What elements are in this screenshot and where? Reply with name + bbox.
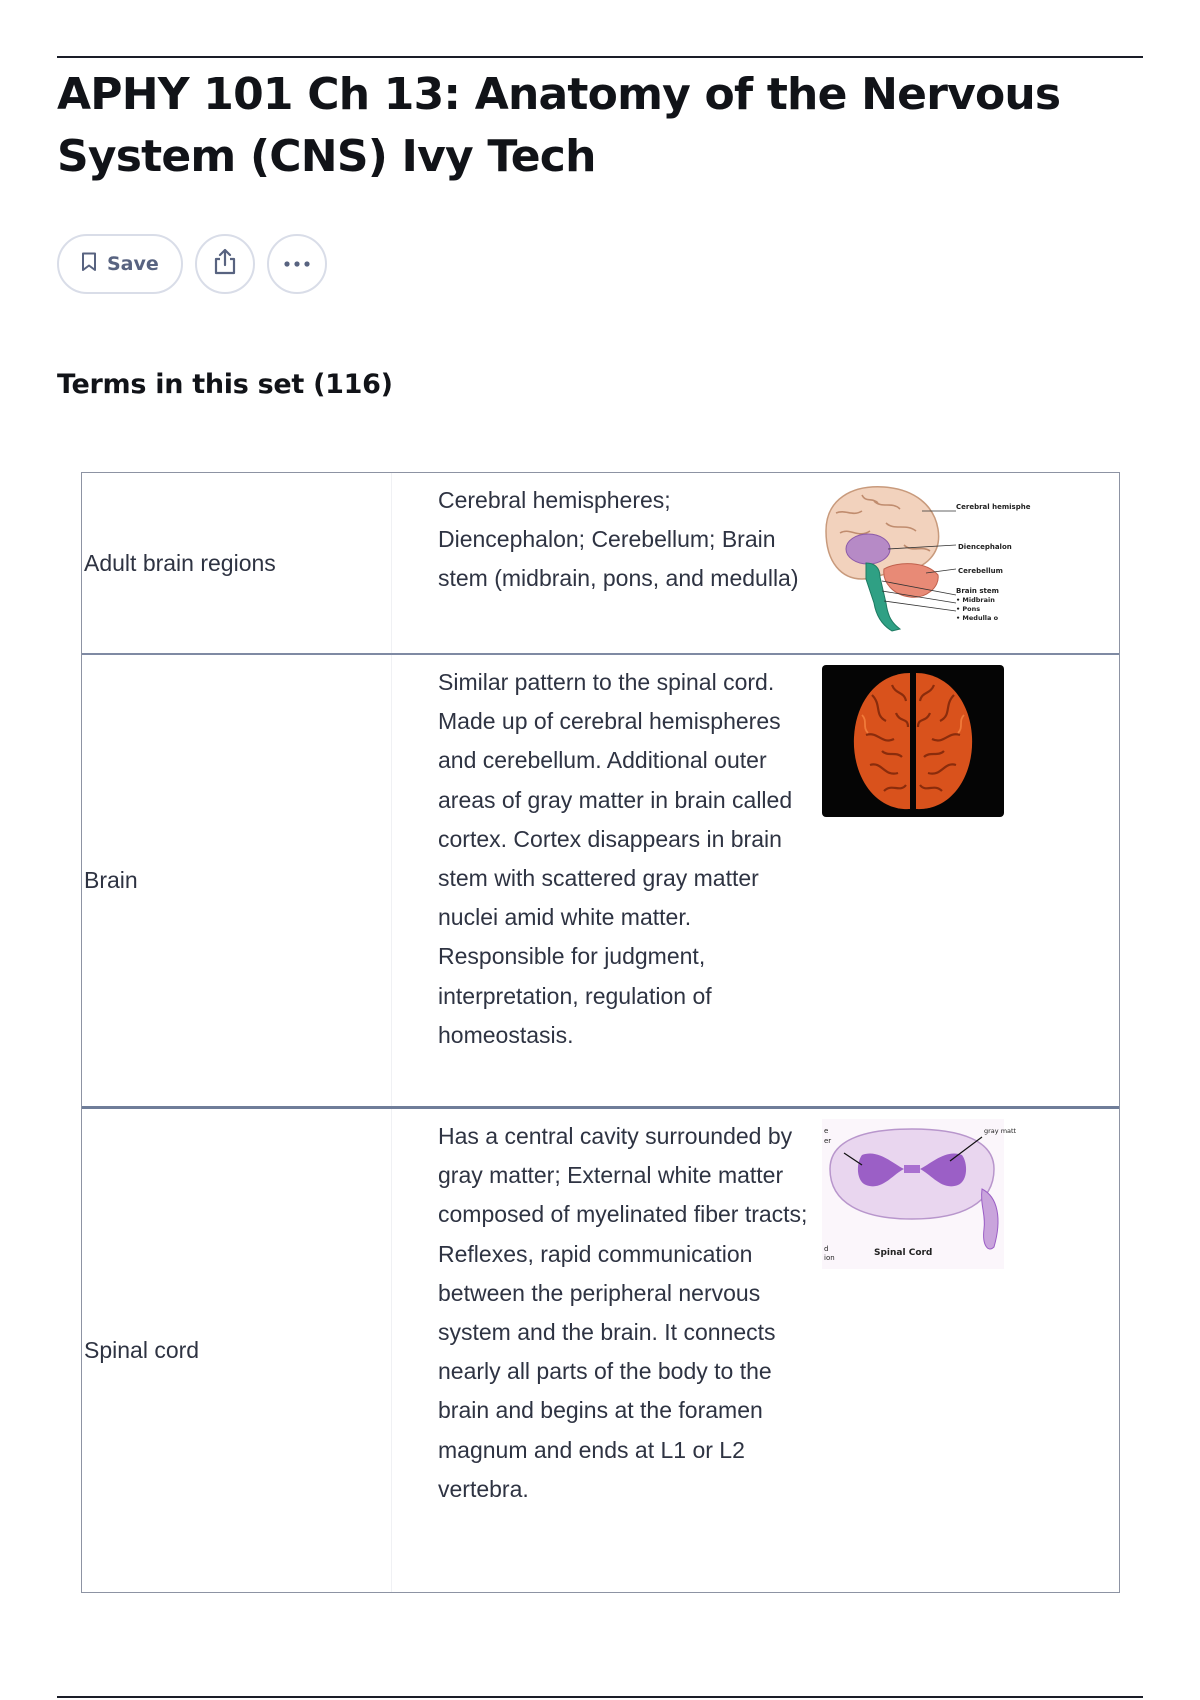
terms-table: [81, 472, 1120, 1593]
bottom-divider: [57, 1696, 1143, 1698]
top-divider: [57, 56, 1143, 58]
term-image-cell: [822, 473, 1119, 653]
action-bar: [57, 234, 327, 294]
definition-text: Similar pattern to the spinal cord. Made up of cerebral hemispheres and cerebellum. Additional outer areas of gray matter in brain called cortex. Cortex disappears in brain stem with scattered gray matter nuclei amid white matter. Responsible for judgment, interpretation, regulation of homeostasis.: [438, 669, 793, 1048]
brain-regions-diagram: [822, 483, 1031, 633]
bookmark-icon: [81, 252, 97, 277]
label-edge-top-1: e: [824, 1127, 829, 1135]
save-button[interactable]: [57, 234, 183, 294]
term-text: Adult brain regions: [82, 473, 392, 653]
share-button[interactable]: [195, 234, 255, 294]
term-image-cell: [822, 1109, 1119, 1592]
label-midbrain: • Midbrain: [956, 596, 995, 604]
definition-text: Cerebral hemispheres; Diencephalon; Cerebellum; Brain stem (midbrain, pons, and medulla): [438, 487, 799, 592]
more-options-button[interactable]: [267, 234, 327, 294]
term-row: [82, 1106, 1119, 1592]
term-row: [82, 653, 1119, 1106]
terms-heading: Terms in this set (116): [57, 369, 393, 400]
definition-text: Has a central cavity surrounded by gray matter; External white matter composed of myelinated fiber tracts; Reflexes, rapid communication between the peripheral nervous system and the brain. It connects nearly all parts of the body to the brain and begins at the foramen magnum and ends at L1 or L2 vertebra.: [438, 1123, 808, 1502]
label-edge-top-2: er: [824, 1137, 832, 1145]
label-medulla: • Medulla o: [956, 614, 999, 622]
label-pons: • Pons: [956, 605, 981, 613]
brain-photo: [822, 665, 1004, 817]
term-row: [82, 473, 1119, 653]
spinal-cord-slide: [822, 1119, 1017, 1269]
label-brain-stem: Brain stem: [956, 587, 999, 595]
term-image-cell: [822, 655, 1119, 1106]
term-text: Brain: [82, 655, 392, 1106]
term-text: Spinal cord: [82, 1109, 392, 1592]
save-button-label: Save: [107, 253, 159, 275]
label-gray-matter: gray matt: [984, 1127, 1017, 1135]
label-cerebellum: Cerebellum: [958, 567, 1003, 575]
label-cerebral: Cerebral hemisphe: [956, 503, 1031, 511]
label-edge-bottom-1: d: [824, 1245, 829, 1253]
label-spinal-cord: Spinal Cord: [874, 1248, 933, 1258]
more-horizontal-icon: [283, 255, 311, 273]
label-edge-bottom-2: ion: [824, 1254, 835, 1262]
page-title: APHY 101 Ch 13: Anatomy of the Nervous System (CNS) Ivy Tech: [57, 69, 1061, 182]
share-icon: [212, 248, 238, 281]
label-diencephalon: Diencephalon: [958, 543, 1012, 551]
